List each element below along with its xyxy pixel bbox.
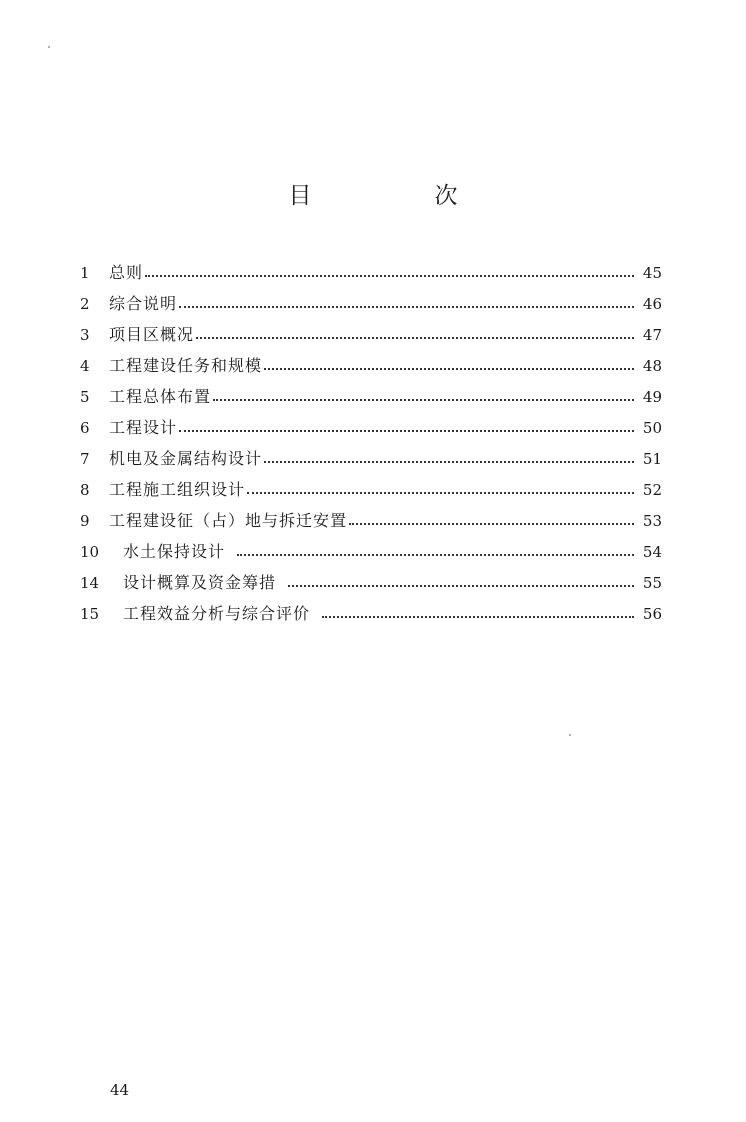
toc-dot-leader [213, 399, 634, 401]
toc-list [80, 257, 662, 629]
toc-entry-page: 54 [642, 543, 662, 561]
toc-entry-label: 工程设计 [109, 418, 178, 437]
toc-entry-number: 10 [80, 543, 100, 561]
toc-dot-leader [196, 337, 634, 339]
toc-dot-leader [179, 430, 634, 432]
toc-entry[interactable] [80, 567, 662, 598]
toc-entry-number: 14 [80, 574, 100, 592]
toc-dot-leader [349, 523, 634, 525]
toc-entry-page: 55 [642, 574, 662, 592]
toc-entry-page: 56 [642, 605, 662, 623]
toc-entry-number: 4 [80, 357, 90, 375]
toc-entry-number: 1 [80, 264, 90, 282]
toc-entry[interactable] [80, 350, 662, 381]
toc-entry-number: 15 [80, 605, 100, 623]
toc-entry[interactable] [80, 598, 662, 629]
toc-entry[interactable] [80, 257, 662, 288]
toc-entry-label: 水土保持设计 [123, 542, 226, 561]
toc-entry[interactable] [80, 443, 662, 474]
toc-entry-number: 3 [80, 326, 90, 344]
toc-entry-page: 47 [642, 326, 662, 344]
toc-entry[interactable] [80, 288, 662, 319]
toc-entry-label: 工程总体布置 [109, 387, 212, 406]
toc-entry[interactable] [80, 412, 662, 443]
toc-entry-page: 45 [642, 264, 662, 282]
toc-title: 目 次 [288, 183, 508, 209]
toc-entry[interactable] [80, 474, 662, 505]
page-number: 44 [110, 1081, 130, 1099]
toc-entry-number: 5 [80, 388, 90, 406]
toc-dot-leader [247, 492, 634, 494]
toc-entry-number: 7 [80, 450, 90, 468]
toc-dot-leader [237, 554, 634, 556]
scan-speck [48, 46, 50, 48]
toc-entry-page: 52 [642, 481, 662, 499]
toc-entry-page: 49 [642, 388, 662, 406]
toc-dot-leader [264, 461, 634, 463]
toc-entry-label: 综合说明 [109, 294, 178, 313]
toc-entry-label: 项目区概况 [109, 325, 195, 344]
toc-dot-leader [179, 306, 634, 308]
toc-entry[interactable] [80, 319, 662, 350]
toc-dot-leader [322, 616, 634, 618]
toc-entry-label: 设计概算及资金筹措 [123, 573, 277, 592]
toc-entry-page: 50 [642, 419, 662, 437]
toc-entry-number: 8 [80, 481, 90, 499]
toc-entry-number: 6 [80, 419, 90, 437]
toc-entry-number: 2 [80, 295, 90, 313]
toc-entry-label: 工程建设征（占）地与拆迁安置 [109, 511, 348, 530]
toc-entry[interactable] [80, 381, 662, 412]
toc-entry[interactable] [80, 505, 662, 536]
toc-dot-leader [145, 275, 634, 277]
scan-speck [569, 734, 571, 736]
toc-dot-leader [288, 585, 634, 587]
toc-entry-number: 9 [80, 512, 90, 530]
toc-entry-page: 48 [642, 357, 662, 375]
toc-entry[interactable] [80, 536, 662, 567]
toc-entry-page: 53 [642, 512, 662, 530]
toc-entry-page: 51 [642, 450, 662, 468]
toc-dot-leader [264, 368, 634, 370]
toc-entry-label: 总则 [109, 263, 144, 282]
toc-entry-label: 机电及金属结构设计 [109, 449, 263, 468]
toc-entry-label: 工程建设任务和规模 [109, 356, 263, 375]
toc-entry-label: 工程施工组织设计 [109, 480, 246, 499]
toc-entry-page: 46 [642, 295, 662, 313]
toc-entry-label: 工程效益分析与综合评价 [123, 604, 311, 623]
